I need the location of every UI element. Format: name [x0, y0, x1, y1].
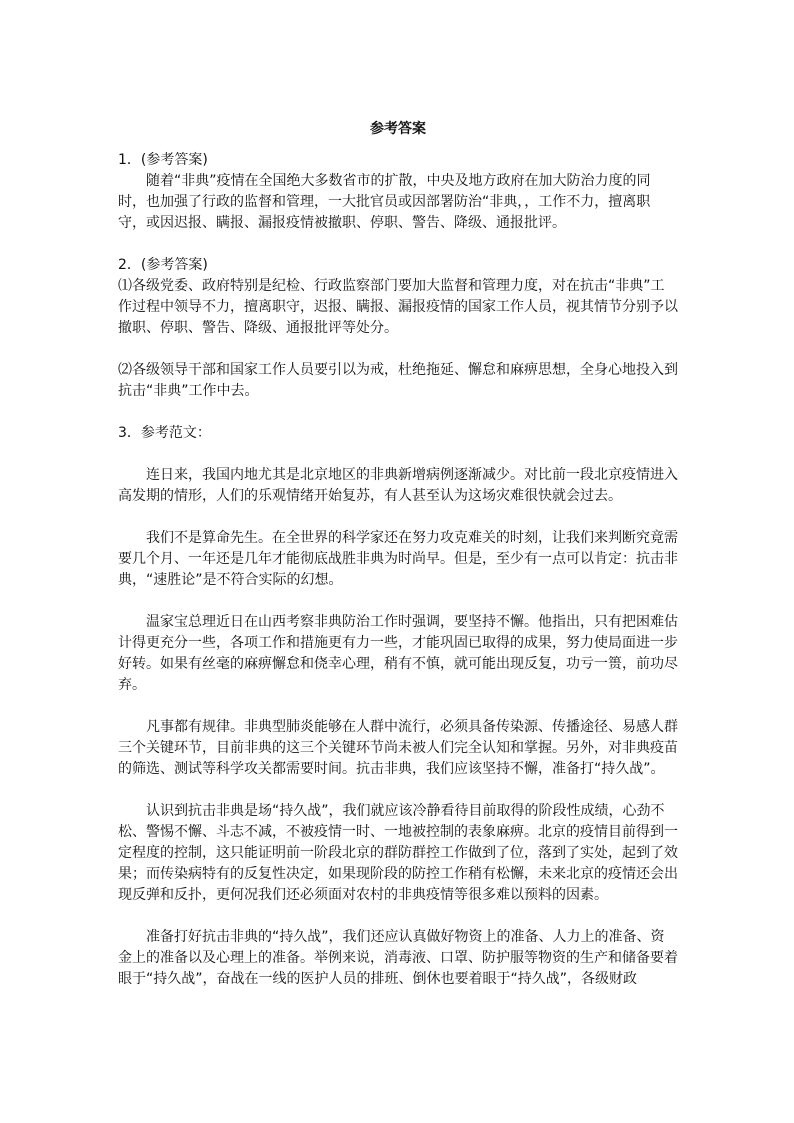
essay-paragraph: 我们不是算命先生。在全世界的科学家还在努力攻克难关的时刻，让我们来判断究竟需要几个月、一年还是几年才能彻底战胜非典为时尚早。但是，至少有一点可以肯定：抗击非典，“速胜论”是不符合实际的幻想。: [118, 530, 678, 588]
question-2-point-1: ⑴各级党委、政府特别是纪检、行政监察部门要加大监督和管理力度，对在抗击“非典”工作过程中领导不力，擅离职守，迟报、瞒报、漏报疫情的国家工作人员，视其情节分别予以撤职、停职、警告、降级、通报批评等处分。: [118, 278, 678, 336]
essay-paragraph: 准备打好抗击非典的“持久战”，我们还应认真做好物资上的准备、人力上的准备、资金上的准备以及心理上的准备。举例来说，消毒液、口罩、防护服等物资的生产和储备要着眼于“持久战”，奋战在一线的医护人员的排班、倒休也要着眼于“持久战”，各级财政: [118, 929, 678, 987]
question-1-answer: 随着“非典”疫情在全国绝大多数省市的扩散，中央及地方政府在加大防治力度的同时，也加强了行政的监督和管理，一大批官员或因部署防治“非典，，工作不力，擅离职守，或因迟报、瞒报、漏报疫情被撤职、停职、警告、降级、通报批评。: [118, 173, 651, 231]
essay-paragraph: 温家宝总理近日在山西考察非典防治工作时强调，要坚持不懈。他指出，只有把困难估计得更充分一些，各项工作和措施更有力一些，才能巩固已取得的成果，努力使局面进一步好转。如果有丝毫的麻痹懈怠和侥幸心理，稍有不慎，就可能出现反复，功亏一篑，前功尽弃。: [118, 614, 678, 693]
essay-paragraph: 认识到抗击非典是场“持久战”，我们就应该冷静看待目前取得的阶段性成绩，心劲不松、警惕不懈、斗志不减，不被疫情一时、一地被控制的表象麻痹。北京的疫情目前得到一定程度的控制，这只能证明前一阶段北京的群防群控工作做到了位，落到了实处，起到了效果；而传染病特有的反复性决定，如果现阶段的防控工作稍有松懈，未来北京的疫情还会出现反弹和反扑，更何况我们还必须面对农村的非典疫情等很多难以预料的因素。: [118, 803, 678, 903]
essay-paragraph: 连日来，我国内地尤其是北京地区的非典新增病例逐渐减少。对比前一段北京疫情进入高发期的情形，人们的乐观情绪开始复苏，有人甚至认为这场灾难很快就会过去。: [118, 467, 678, 504]
question-3-label: 3．参考范文：: [118, 425, 211, 441]
document-body: [118, 119, 678, 990]
page-title: 参考答案: [370, 121, 426, 137]
question-2-label: 2．(参考答案): [118, 257, 208, 273]
essay-paragraph: 凡事都有规律。非典型肺炎能够在人群中流行，必须具备传染源、传播途径、易感人群三个关键环节，目前非典的这三个关键环节尚未被人们完全认知和掌握。另外，对非典疫苗的筛选、测试等科学攻关都需要时间。抗击非典，我们应该坚持不懈，准备打“持久战”。: [118, 719, 678, 777]
question-2-point-2: ⑵各级领导干部和国家工作人员要引以为戒，杜绝拖延、懈怠和麻痹思想，全身心地投入到抗击“非典”工作中去。: [118, 362, 678, 399]
question-1-label: 1．(参考答案): [118, 152, 208, 168]
